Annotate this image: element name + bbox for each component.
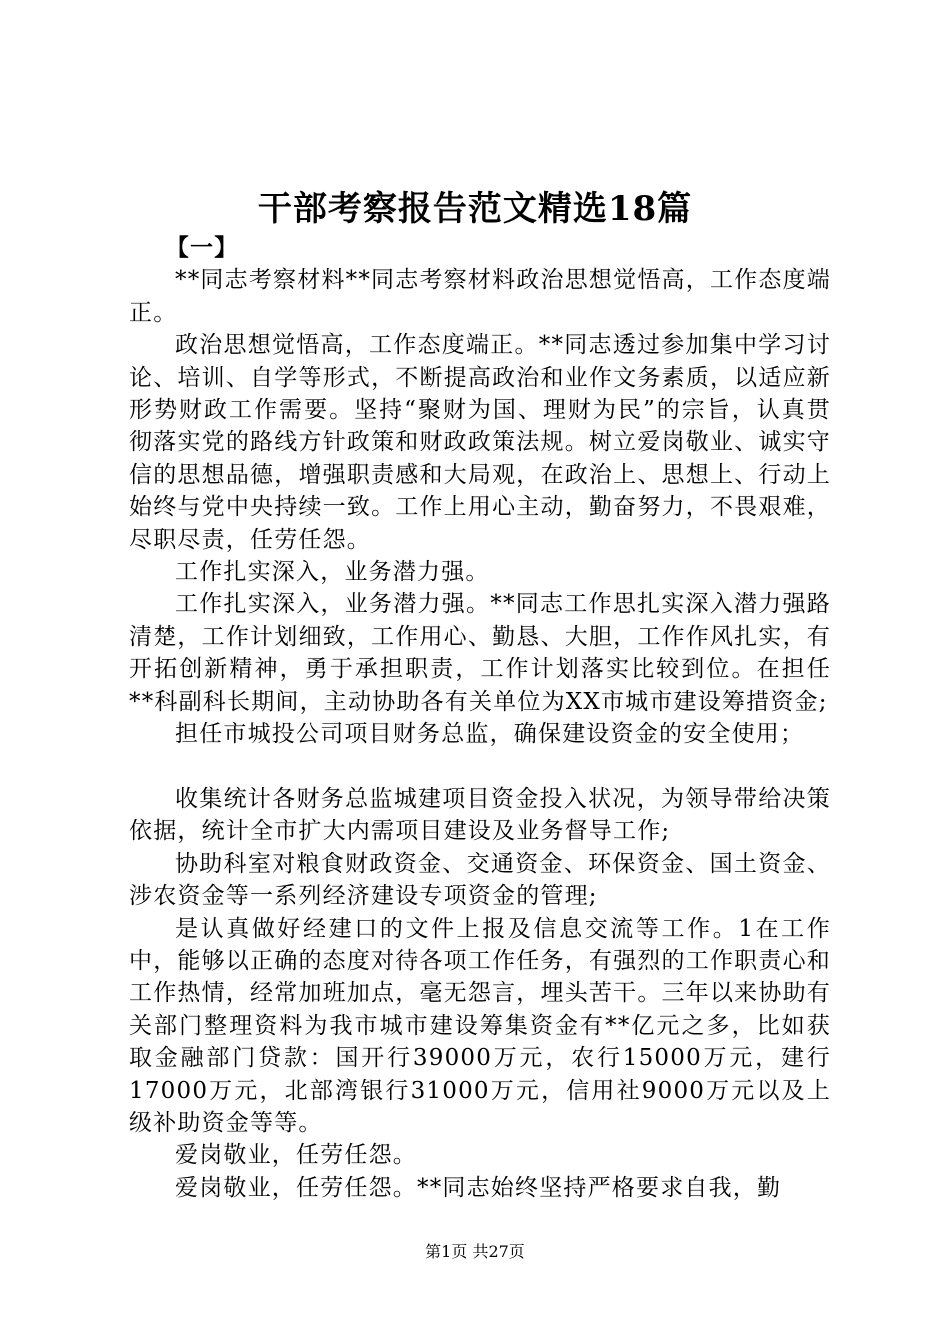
paragraph-gap (129, 751, 831, 783)
paragraph: 协助科室对粮食财政资金、交通资金、环保资金、国土资金、涉农资金等一系列经济建设专项资金的管理; (129, 850, 831, 910)
paragraph: 爱岗敬业，任劳任怨。**同志始终坚持严格要求自我，勤 (175, 1174, 782, 1201)
paragraph: 工作扎实深入，业务潜力强。**同志工作思扎实深入潜力强路清楚，工作计划细致，工作用心、勤恳、大胆，工作作风扎实，有开拓创新精神，勇于承担职责，工作计划落实比较到位。在担任**科副科长期间，主动协助各有关单位为XX市城市建设筹措资金; (129, 591, 831, 715)
paragraph: 政治思想觉悟高，工作态度端正。**同志透过参加集中学习讨论、培训、自学等形式，不断提高政治和业作文务素质，以适应新形势财政工作需要。坚持“聚财为国、理财为民”的宗旨，认真贯彻落实党的路线方针政策和财政政策法规。树立爱岗敬业、诚实守信的思想品德，增强职责感和大局观，在政治上、思想上、行动上始终与党中央持续一致。工作上用心主动，勤奋努力，不畏艰难，尽职尽责，任劳任怨。 (129, 332, 831, 553)
paragraph: **同志考察材料**同志考察材料政治思想觉悟高，工作态度端正。 (129, 267, 831, 326)
section-marker: 【一】 (165, 234, 239, 261)
document-body (129, 232, 831, 1204)
paragraph: 担任市城投公司项目财务总监，确保建设资金的安全使用； (175, 721, 805, 748)
paragraph: 是认真做好经建口的文件上报及信息交流等工作。1在工作中，能够以正确的态度对待各项工作任务，有强烈的工作职责心和工作热情，经常加班加点，毫无怨言，埋头苦干。三年以来协助有关部门整理资料为我市城市建设筹集资金有**亿元之多，比如获取金融部门贷款：国开行39000万元，农行15000万元，建行17000万元，北部湾银行31000万元，信用社9000万元以及上级补助资金等等。 (129, 915, 831, 1136)
paragraph: 工作扎实深入，业务潜力强。 (175, 559, 490, 586)
paragraph: 爱岗敬业，任劳任怨。 (175, 1142, 417, 1169)
page-footer: 第1页 共27页 (425, 1242, 525, 1261)
paragraph: 收集统计各财务总监城建项目资金投入状况，为领导带给决策依据，统计全市扩大内需项目建设及业务督导工作; (129, 785, 831, 845)
document-title: 干部考察报告范文精选18篇 (257, 189, 693, 229)
